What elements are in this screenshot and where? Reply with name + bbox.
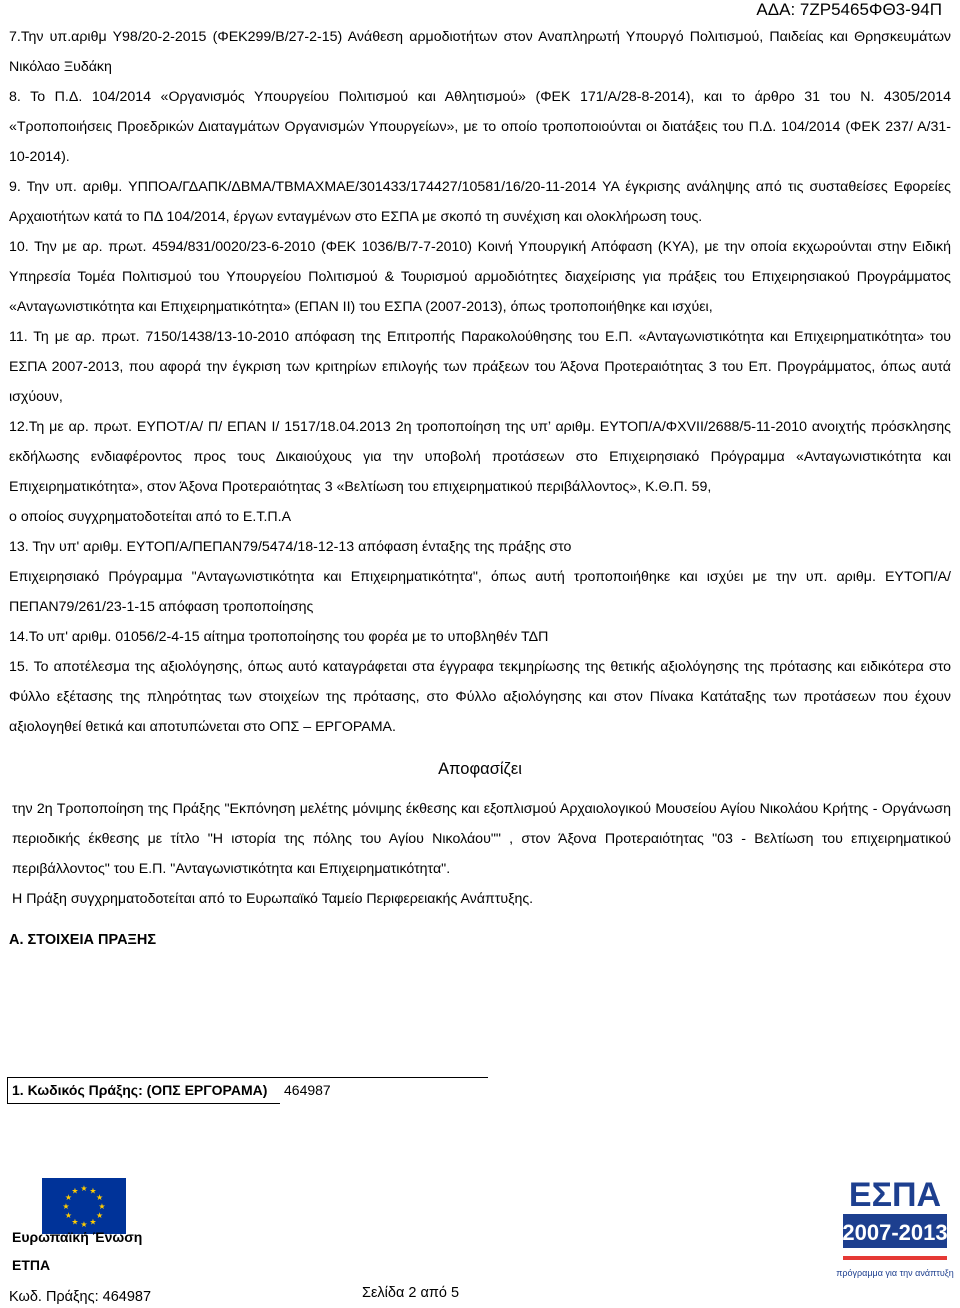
paragraph-13: 13. Την υπ' αριθμ. ΕΥΤΟΠ/Α/ΠΕΠΑΝ79/5474/18-12-13 απόφαση ένταξης της πράξης στο (9, 539, 572, 555)
section-a-title: Α. ΣΤΟΙΧΕΙΑ ΠΡΑΞΗΣ (9, 932, 157, 948)
paragraph-12b: ο οποίος συγχρηματοδοτείται από το Ε.Τ.Π.Α (9, 509, 292, 525)
paragraph-8: 8. Το Π.Δ. 104/2014 «Οργανισμός Υπουργείου Πολιτισμού και Αθλητισμού» (ΦΕΚ 171/Α/28-8-2014), και το άρθρο 31 του Ν. 4305/2014 «Τροποποιήσεις Προεδρικών Διαταγμάτων Οργανισμών Υπουργείων», με το οποίο τροποποιούνται οι διατάξεις του Π.Δ. 104/2014 (ΦΕΚ 237/ Α/31-10-2014). (9, 89, 951, 165)
eu-caption (12, 1228, 142, 1274)
eu-star-icon: ★ (98, 1202, 106, 1211)
espa-logo (835, 1170, 955, 1296)
paragraph-12: 12.Τη με αρ. πρωτ. ΕΥΠΟΤ/Α/ Π/ ΕΠΑΝ Ι/ 1517/18.04.2013 2η τροποποίηση της υπ’ αριθμ. ΕΥΤΟΠ/Α/ΦΧVII/2688/5-11-2010 ανοιχτής πρόσκλησης εκδήλωσης ενδιαφέροντος προς τους Δικαιούχους για την υποβολή προτάσεων στο Επιχειρησιακό Πρόγραμμα «Ανταγωνιστικότητα και Επιχειρηματικότητα», στον Άξονα Προτεραιότητας 3 «Βελτίωση του επιχειρηματικού περιβάλλοντος», Κ.Θ.Π. 59, (9, 419, 951, 495)
eu-star-icon: ★ (71, 1217, 79, 1227)
decision-paragraph: την 2η Τροποποίηση της Πράξης "Εκπόνηση μελέτης μόνιμης έκθεσης και εξοπλισμού Αρχαιολογικού Μουσείου Αγίου Νικολάου Κρήτης - Οργάνωση περιοδικής έκθεσης με τίτλο "Η ιστορία της πόλης του Αγίου Νικολάου"" , στον Άξονα Προτεραιότητας "03 - Βελτίωση του επιχειρηματικού περιβάλλοντος" του Ε.Π. "Ανταγωνιστικότητα και Επιχειρηματικότητα". (12, 801, 951, 877)
eu-star-icon: ★ (71, 1186, 79, 1196)
eu-star-icon: ★ (64, 1193, 72, 1202)
eu-star-icon: ★ (62, 1202, 70, 1211)
eu-star-icon: ★ (96, 1211, 104, 1220)
ada-code: ΑΔΑ: 7ΖΡ5465ΦΘ3-94Π (756, 0, 942, 19)
eu-star-icon: ★ (64, 1211, 72, 1220)
footer-page-number: Σελίδα 2 από 5 (362, 1285, 460, 1301)
project-info-table (7, 1077, 488, 1104)
eu-star-icon: ★ (80, 1220, 88, 1229)
eu-star-icon: ★ (96, 1193, 104, 1202)
project-code-value: 464987 (280, 1078, 488, 1104)
eu-flag-logo (42, 1178, 126, 1234)
footer-project-code: Κωδ. Πράξης: 464987 (9, 1289, 152, 1305)
eu-star-icon: ★ (80, 1184, 88, 1193)
espa-years-text: 2007-2013 (842, 1220, 948, 1245)
paragraph-10: 10. Την με αρ. πρωτ. 4594/831/0020/23-6-2010 (ΦΕΚ 1036/Β/7-7-2010) Κοινή Υπουργική Απόφαση (ΚΥΑ), με την οποία εκχωρούνται στην Ειδική Υπηρεσία Τομέα Πολιτισμού του Υπουργείου Πολιτισμού & Τουρισμού αρμοδιότητες διαχείρισης για πράξεις του Επιχειρησιακού Προγράμματος «Ανταγωνιστικότητα και Επιχειρηματικότητα» (ΕΠΑΝ ΙΙ) του ΕΣΠΑ (2007-2013), όπως τροποποιήθηκε και ισχύει, (9, 239, 951, 315)
paragraph-14: 14.Το υπ' αριθμ. 01056/2-4-15 αίτημα τροποποίησης του φορέα με το υποβληθέν ΤΔΠ (9, 629, 549, 645)
espa-logo-text: ΕΣΠΑ (848, 1176, 942, 1214)
project-code-label: 1. Κωδικός Πράξης: (ΟΠΣ ΕΡΓΟΡΑΜΑ) (8, 1078, 281, 1104)
eu-star-icon: ★ (89, 1186, 97, 1196)
paragraph-7: 7.Την υπ.αριθμ Υ98/20-2-2015 (ΦΕΚ299/Β/27-2-15) Ανάθεση αρμοδιοτήτων στον Αναπληρωτή Υπουργό Πολιτισμού, Παιδείας και Θρησκευμάτων Νικόλαο Ξυδάκη (9, 29, 951, 75)
paragraph-15: 15. Το αποτέλεσμα της αξιολόγησης, όπως αυτό καταγράφεται στα έγγραφα τεκμηρίωσης της θετικής αξιολόγησης της πρότασης και ειδικότερα στο Φύλλο εξέτασης της πληρότητας των στοιχείων της πρότασης, στο Φύλλο αξιολόγησης και στον Πίνακα Κατάταξης των προτάσεων που έχουν αξιολογηθεί θετικά και αποτυπώνεται στο ΟΠΣ – ΕΡΓΟΡΑΜΑ. (9, 659, 951, 735)
paragraph-13b: Επιχειρησιακό Πρόγραμμα "Ανταγωνιστικότητα και Επιχειρηματικότητα", όπως αυτή τροποποιήθηκε και ισχύει με την υπ. αριθμ. ΕΥΤΟΠ/Α/ΠΕΠΑΝ79/261/23-1-15 απόφαση τροποποίησης (9, 569, 951, 615)
espa-red-stripe (843, 1256, 947, 1260)
table-row (8, 1078, 489, 1104)
espa-slogan-text: πρόγραμμα για την ανάπτυξη (836, 1268, 954, 1278)
paragraph-11: 11. Τη με αρ. πρωτ. 7150/1438/13-10-2010 απόφαση της Επιτροπής Παρακολούθησης του Ε.Π. «Ανταγωνιστικότητα και Επιχειρηματικότητα» του ΕΣΠΑ 2007-2013, που αφορά την έγκριση των κριτηρίων επιλογής των πράξεων του Άξονα Προτεραιότητας 3 του Επ. Προγράμματος, όπως αυτά ισχύουν, (9, 329, 951, 405)
document-body (9, 22, 951, 948)
eu-caption-line2: ΕΤΠΑ (12, 1257, 51, 1273)
eu-caption-line1: Ευρωπαϊκή Ένωση (12, 1229, 143, 1245)
funding-paragraph: Η Πράξη συγχρηματοδοτείται από το Ευρωπαϊκό Ταμείο Περιφερειακής Ανάπτυξης. (12, 891, 534, 907)
decides-heading: Αποφασίζει (438, 760, 522, 778)
eu-star-icon: ★ (89, 1217, 97, 1227)
paragraph-9: 9. Την υπ. αριθμ. ΥΠΠΟΑ/ΓΔΑΠΚ/ΔΒΜΑ/ΤΒΜΑΧΜΑΕ/301433/174427/10581/16/20-11-2014 ΥΑ έγκρισης ανάληψης από τις συσταθείσες Εφορείες Αρχαιοτήτων κατά το ΠΔ 104/2014, έργων ενταγμένων στο ΕΣΠΑ με σκοπό τη συνέχιση και ολοκλήρωση τους. (9, 179, 951, 225)
